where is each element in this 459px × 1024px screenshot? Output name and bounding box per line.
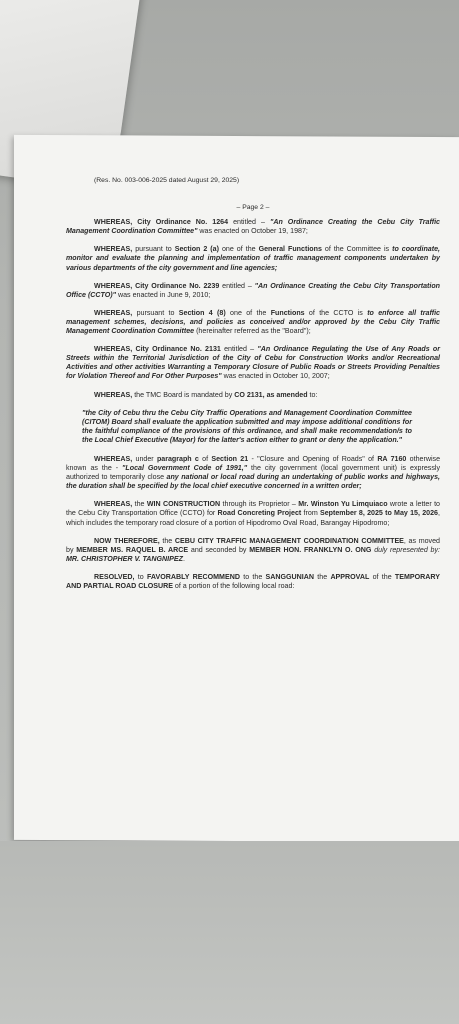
paragraph-whereas-1: WHEREAS, City Ordinance No. 1264 entitled – "An Ordinance Creating the Cebu City Traffic Management Coordination Committee" was enacted on October 19, 1987; <box>66 218 441 236</box>
paragraph-resolved: RESOLVED, to FAVORABLY RECOMMEND to the SANGGUNIAN the APPROVAL of the TEMPORARY AND PARTIAL ROAD CLOSURE of a portion of the following local road: <box>66 572 440 590</box>
paragraph-whereas-6: WHEREAS, the TMC Board is mandated by CO 2131, as amended to: <box>94 390 318 399</box>
table-surface <box>0 841 459 1024</box>
paragraph-whereas-8: WHEREAS, the WIN CONSTRUCTION through its Proprietor – Mr. Winston Yu Limquiaco wrote a letter to the Cebu City Transportation Office (CCTO) for Road Concreting Project from September 8, 2025 to May 15, 2026, which includes the temporary road closure of a portion of Hipodromo Oval Road, Barangay Hipodromo; <box>66 500 441 527</box>
resolution-text <box>66 176 440 600</box>
paragraph-whereas-7: WHEREAS, under paragraph c of Section 21 - "Closure and Opening of Roads" of RA 7160 otherwise known as the - "Local Government Code of 1991," the city government (local government unit) is expressly authorized to temporarily close any national or local road during an undertaking of public works and highways, the duration shall be specified by the local chief executive concerned in a written order; <box>66 454 441 491</box>
paragraph-whereas-5: WHEREAS, City Ordinance No. 2131 entitled – "An Ordinance Regulating the Use of Any Roads or Streets within the Territorial Jurisdiction of the City of Cebu for Construction Works and/or Recreational Activities and other activities Warranting a Temporary Closure of Public Roads or Streets Providing Penalties for Violation Thereof and For Other Purposes" was enacted in October 10, 2007; <box>66 345 440 381</box>
ordinance-quote: "the City of Cebu thru the Cebu City Traffic Operations and Management Coordination Committee (CITOM) Board shall evaluate the application submitted and may impose additional conditions for the faithful compliance of the provisions of this ordinance, and shall make recommendation/s to the Local Chief Executive (Mayor) for the latter's action either to grant or deny the application." <box>82 408 412 444</box>
paragraph-whereas-4: WHEREAS, pursuant to Section 4 (8) one of the Functions of the CCTO is to enforce all traffic management schemes, decisions, and policies as conceived and/or approved by the Cebu City Traffic Management Coordination Committee (hereinafter referred as the "Board"); <box>66 308 441 336</box>
resolution-reference: (Res. No. 003-006-2025 dated August 29, 2025) <box>94 177 240 184</box>
paragraph-whereas-3: WHEREAS, City Ordinance No. 2239 entitled – "An Ordinance Creating the Cebu City Transportation Office (CCTO)" was enacted in June 9, 2010; <box>66 281 441 299</box>
paragraph-whereas-2: WHEREAS, pursuant to Section 2 (a) one of the General Functions of the Committee is to coordinate, monitor and evaluate the planning and implementation of traffic management components undertaken by various departments of the city government and line agencies; <box>66 245 441 272</box>
paragraph-now-therefore: NOW THEREFORE, the CEBU CITY TRAFFIC MANAGEMENT COORDINATION COMMITTEE, as moved by MEMBER MS. RAQUEL B. ARCE and seconded by MEMBER HON. FRANKLYN O. ONG duly represented by: MR. CHRISTOPHER V. TANGNIPEZ. <box>66 536 441 563</box>
page-number: – Page 2 – <box>236 204 270 212</box>
